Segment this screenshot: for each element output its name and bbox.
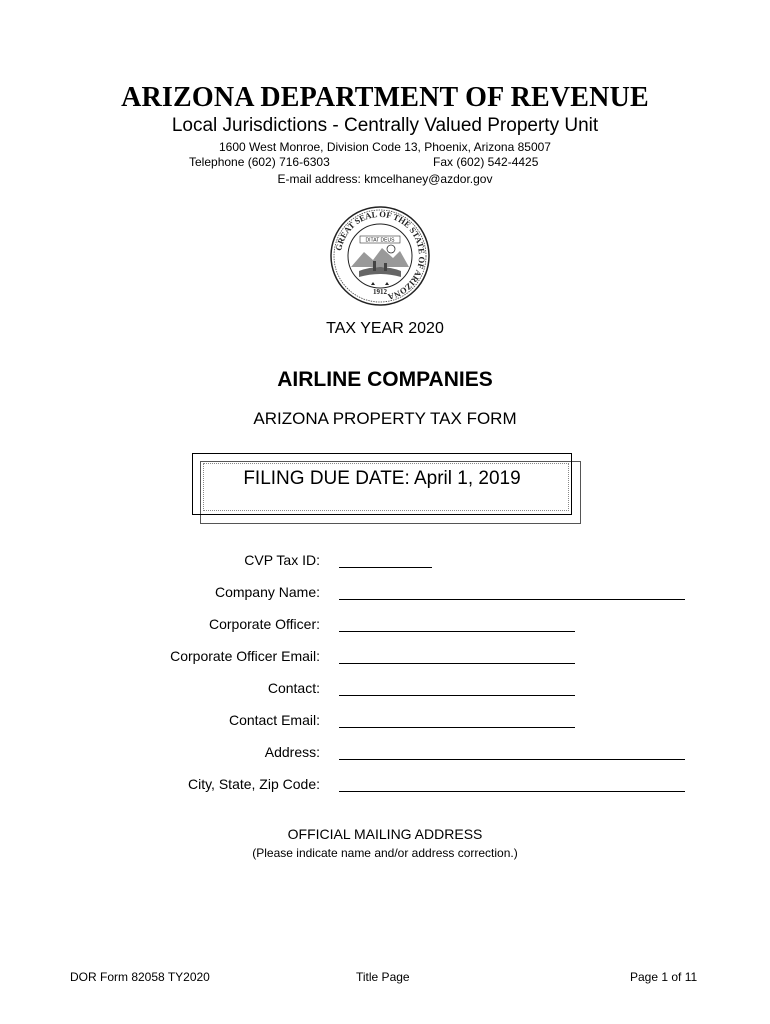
- agency-email: E-mail address: kmcelhaney@azdor.gov: [277, 172, 493, 186]
- agency-telephone: Telephone (602) 716-6303: [189, 155, 330, 169]
- field-line-contact-email[interactable]: [339, 727, 575, 728]
- field-label-contact-email: Contact Email:: [228, 712, 320, 728]
- filing-due-date: FILING DUE DATE: April 1, 2019: [243, 468, 521, 489]
- field-label-contact: Contact:: [267, 680, 320, 696]
- field-line-contact[interactable]: [339, 695, 575, 696]
- field-label-company-name: Company Name:: [214, 584, 320, 600]
- agency-title: ARIZONA DEPARTMENT OF REVENUE: [121, 82, 649, 113]
- footer-page-number: Page 1 of 11: [630, 970, 698, 984]
- mailing-address-title: OFFICIAL MAILING ADDRESS: [287, 826, 483, 842]
- field-line-corporate-officer[interactable]: [339, 631, 575, 632]
- field-label-address: Address:: [264, 744, 320, 760]
- state-seal-icon: [329, 205, 431, 307]
- field-line-company-name[interactable]: [339, 599, 685, 600]
- field-line-cvp-tax-id[interactable]: [339, 567, 432, 568]
- footer-page-name: Title Page: [356, 970, 410, 984]
- seal-motto: DITAT DEUS: [365, 237, 395, 244]
- field-label-cvp-tax-id: CVP Tax ID:: [244, 552, 320, 568]
- tax-year: TAX YEAR 2020: [326, 320, 444, 337]
- form-subtitle: ARIZONA PROPERTY TAX FORM: [253, 409, 517, 428]
- agency-address: 1600 West Monroe, Division Code 13, Phoenix, Arizona 85007: [219, 140, 551, 154]
- field-line-city-state-zip[interactable]: [339, 791, 685, 792]
- field-label-corporate-officer: Corporate Officer:: [208, 616, 320, 632]
- mailing-address-note: (Please indicate name and/or address correction.): [252, 846, 518, 860]
- unit-subtitle: Local Jurisdictions - Centrally Valued Property Unit: [171, 115, 599, 136]
- agency-fax: Fax (602) 542-4425: [433, 155, 539, 169]
- seal-ring-text: GREAT SEAL OF THE STATE OF ARIZONA: [333, 208, 428, 303]
- field-label-corporate-officer-email: Corporate Officer Email:: [170, 648, 320, 664]
- field-line-corporate-officer-email[interactable]: [339, 663, 575, 664]
- footer-form-id: DOR Form 82058 TY2020: [70, 970, 210, 984]
- form-title: AIRLINE COMPANIES: [277, 368, 493, 391]
- seal-year: 1912: [373, 288, 387, 296]
- field-line-address[interactable]: [339, 759, 685, 760]
- field-label-city-state-zip: City, State, Zip Code:: [187, 776, 320, 792]
